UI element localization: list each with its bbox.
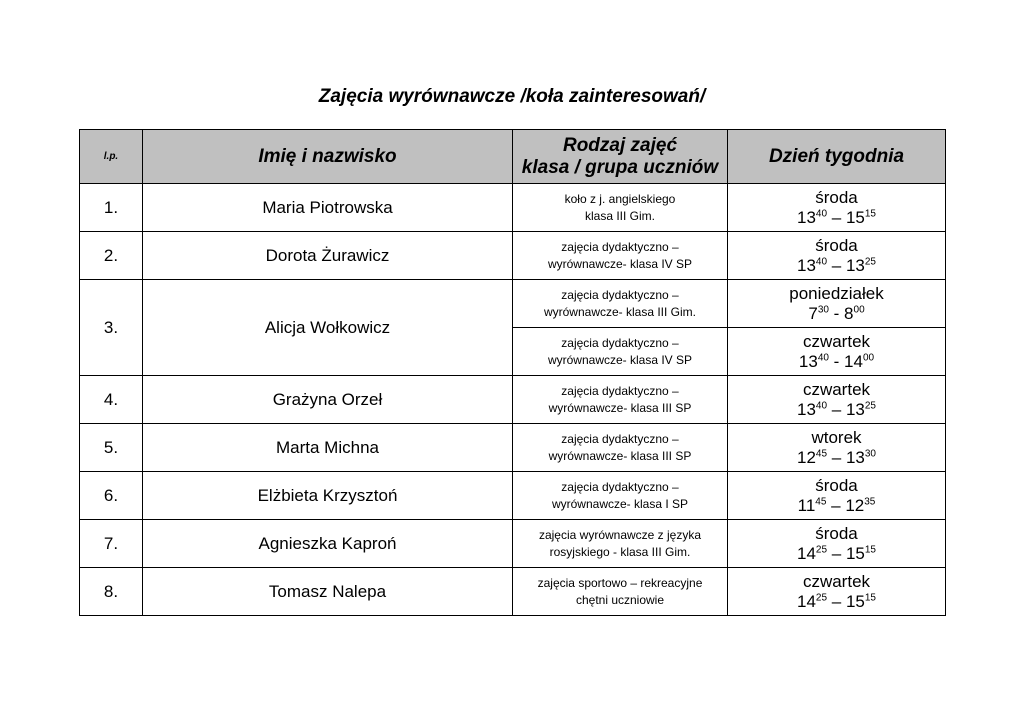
class-type-line1: zajęcia wyrównawcze z języka — [538, 527, 702, 542]
class-type-line1: koło z j. angielskiego — [564, 191, 676, 206]
weekday: czwartek — [802, 571, 871, 591]
table-row — [80, 232, 946, 280]
time-separator: – — [827, 399, 846, 419]
time-range — [728, 544, 945, 564]
start-minute: 45 — [815, 447, 828, 459]
class-type-line2: wyrównawcze- klasa III SP — [548, 400, 692, 415]
col-header-lp: l.p. — [80, 130, 143, 184]
start-hour: 13 — [797, 207, 816, 227]
day-cell — [728, 568, 946, 616]
teacher-name: Alicja Wołkowicz — [143, 280, 513, 376]
class-type-line1: zajęcia dydaktyczno – — [561, 479, 679, 494]
end-hour: 15 — [845, 591, 865, 611]
end-minute: 30 — [864, 447, 876, 459]
table-row — [80, 424, 946, 472]
class-type-cell — [513, 520, 728, 568]
schedule-table — [79, 129, 946, 616]
weekday: wtorek — [811, 427, 862, 447]
day-cell — [728, 472, 946, 520]
table-header-row — [80, 130, 946, 184]
day-cell — [728, 376, 946, 424]
start-hour: 7 — [808, 303, 818, 323]
weekday: środa — [815, 475, 858, 495]
weekday: czwartek — [802, 331, 871, 351]
class-type-cell — [513, 280, 728, 328]
class-type-line2: wyrównawcze- klasa I SP — [551, 496, 689, 511]
class-type-cell — [513, 184, 728, 232]
row-number: 4. — [80, 376, 143, 424]
row-number: 5. — [80, 424, 143, 472]
time-range — [728, 256, 945, 276]
end-minute: 00 — [853, 303, 865, 315]
time-separator: - — [828, 303, 845, 323]
class-type-line1: zajęcia dydaktyczno – — [561, 335, 679, 350]
class-type-cell — [513, 376, 728, 424]
time-range — [728, 448, 945, 468]
time-separator: – — [827, 543, 846, 563]
end-hour: 13 — [845, 255, 865, 275]
teacher-name: Agnieszka Kaproń — [143, 520, 513, 568]
table-row — [80, 472, 946, 520]
time-range — [728, 592, 945, 612]
start-minute: 40 — [817, 351, 829, 363]
table-row — [80, 184, 946, 232]
col-header-day: Dzień tygodnia — [728, 130, 946, 184]
end-minute: 35 — [864, 495, 876, 507]
day-cell — [728, 424, 946, 472]
class-type-cell — [513, 328, 728, 376]
day-cell — [728, 184, 946, 232]
start-hour: 13 — [797, 255, 816, 275]
class-type-line2: wyrównawcze- klasa III Gim. — [543, 304, 697, 319]
start-hour: 14 — [797, 591, 816, 611]
class-type-line2: klasa III Gim. — [584, 208, 655, 223]
class-type-line2: wyrównawcze- klasa IV SP — [547, 352, 693, 367]
class-type-line1: zajęcia dydaktyczno – — [561, 239, 679, 254]
time-range — [728, 352, 945, 372]
time-separator: – — [827, 591, 846, 611]
end-minute: 00 — [862, 351, 875, 363]
end-hour: 13 — [845, 399, 865, 419]
start-hour: 11 — [797, 495, 816, 515]
row-number: 6. — [80, 472, 143, 520]
end-hour: 14 — [844, 351, 863, 371]
end-hour: 13 — [845, 447, 865, 467]
time-range — [728, 496, 945, 516]
teacher-name: Elżbieta Krzysztoń — [143, 472, 513, 520]
end-minute: 25 — [864, 255, 876, 267]
teacher-name: Dorota Żurawicz — [143, 232, 513, 280]
class-type-cell — [513, 472, 728, 520]
time-separator: – — [827, 255, 846, 275]
start-minute: 30 — [817, 303, 829, 315]
class-type-cell — [513, 424, 728, 472]
row-number: 1. — [80, 184, 143, 232]
start-minute: 40 — [815, 207, 828, 219]
end-hour: 15 — [845, 543, 865, 563]
start-hour: 14 — [797, 543, 816, 563]
time-range — [728, 400, 945, 420]
end-minute: 25 — [864, 399, 876, 411]
teacher-name: Marta Michna — [143, 424, 513, 472]
start-minute: 25 — [815, 543, 828, 555]
start-hour: 12 — [797, 447, 816, 467]
row-number: 2. — [80, 232, 143, 280]
weekday: poniedziałek — [789, 283, 884, 303]
class-type-line1: zajęcia dydaktyczno – — [561, 383, 679, 398]
weekday: środa — [815, 235, 858, 255]
table-row — [80, 520, 946, 568]
end-minute: 15 — [864, 543, 876, 555]
class-type-line2: rosyjskiego - klasa III Gim. — [549, 544, 691, 559]
document-title: Zajęcia wyrównawcze /koła zainteresowań/ — [318, 86, 706, 107]
day-cell — [728, 328, 946, 376]
row-number: 8. — [80, 568, 143, 616]
start-hour: 13 — [798, 351, 818, 371]
start-minute: 40 — [815, 399, 828, 411]
day-cell — [728, 280, 946, 328]
day-cell — [728, 232, 946, 280]
time-separator: – — [827, 447, 846, 467]
table-row — [80, 568, 946, 616]
col-header-name: Imię i nazwisko — [143, 130, 513, 184]
end-minute: 15 — [864, 207, 876, 219]
col-header-type-line1: Rodzaj zajęć — [562, 134, 678, 156]
end-hour: 12 — [845, 495, 865, 515]
class-type-line1: zajęcia sportowo – rekreacyjne — [537, 575, 703, 590]
class-type-line2: chętni uczniowie — [575, 592, 665, 607]
row-number: 3. — [80, 280, 143, 376]
end-minute: 15 — [864, 591, 876, 603]
teacher-name: Grażyna Orzeł — [143, 376, 513, 424]
weekday: środa — [815, 523, 858, 543]
time-separator: – — [827, 207, 846, 227]
weekday: czwartek — [802, 379, 871, 399]
col-header-type-line2: klasa / grupa uczniów — [521, 156, 719, 178]
table-row — [80, 280, 946, 328]
time-separator: – — [826, 495, 846, 515]
class-type-line1: zajęcia dydaktyczno – — [561, 431, 679, 446]
class-type-cell — [513, 232, 728, 280]
class-type-line2: wyrównawcze- klasa III SP — [548, 448, 692, 463]
time-range — [728, 208, 945, 228]
weekday: środa — [815, 187, 858, 207]
end-hour: 8 — [844, 303, 854, 323]
teacher-name: Maria Piotrowska — [143, 184, 513, 232]
day-cell — [728, 520, 946, 568]
class-type-line2: wyrównawcze- klasa IV SP — [547, 256, 693, 271]
start-minute: 40 — [815, 255, 828, 267]
time-separator: - — [828, 351, 845, 371]
row-number: 7. — [80, 520, 143, 568]
start-minute: 45 — [815, 495, 827, 507]
start-minute: 25 — [815, 591, 828, 603]
start-hour: 13 — [797, 399, 816, 419]
time-range — [728, 304, 945, 324]
table-row — [80, 376, 946, 424]
class-type-cell — [513, 568, 728, 616]
class-type-line1: zajęcia dydaktyczno – — [561, 287, 679, 302]
col-header-type — [513, 130, 728, 184]
teacher-name: Tomasz Nalepa — [143, 568, 513, 616]
end-hour: 15 — [845, 207, 865, 227]
